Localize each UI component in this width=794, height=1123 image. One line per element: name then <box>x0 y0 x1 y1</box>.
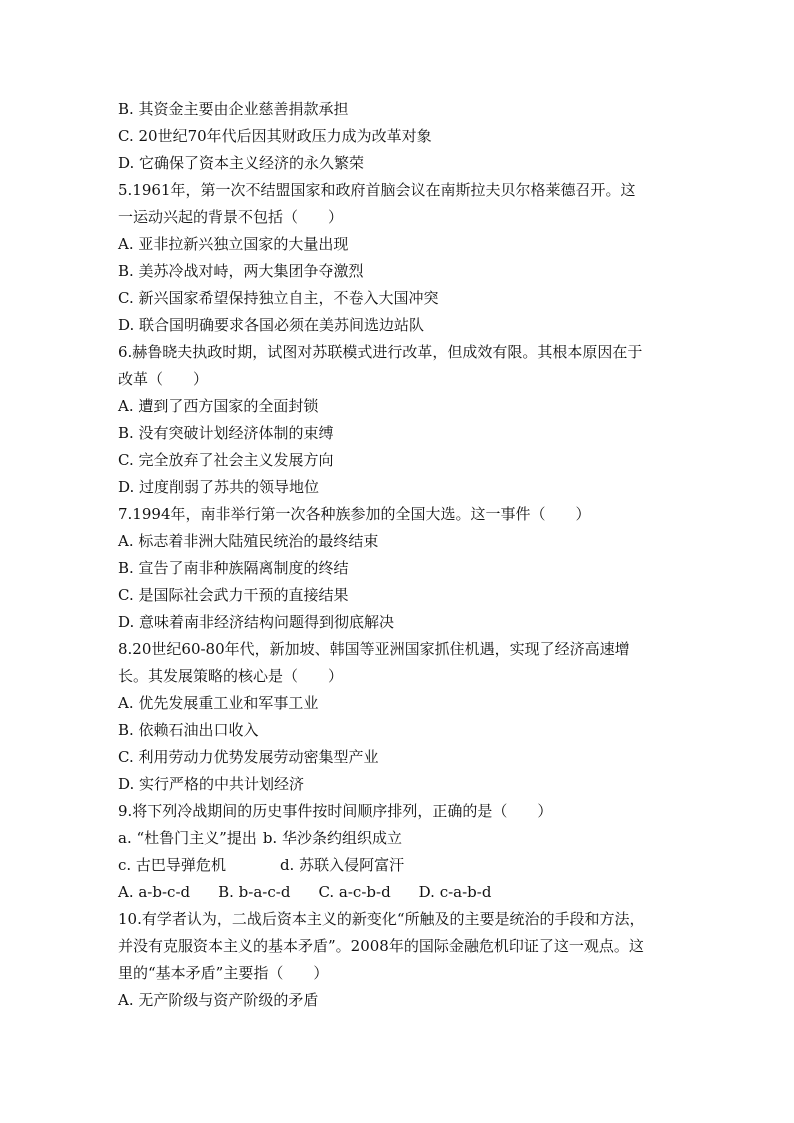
q10-stem-line3: 里的“基本矛盾”主要指（ ） <box>118 964 329 982</box>
q5-option-a: A. 亚非拉新兴独立国家的大量出现 <box>118 235 349 253</box>
q6-option-d: D. 过度削弱了苏共的领导地位 <box>118 478 320 496</box>
q10-stem-line1: 10.有学者认为，二战后资本主义的新变化“所触及的主要是统治的手段和方法， <box>118 910 645 928</box>
q9-option-c: C. a-c-b-d <box>318 883 391 901</box>
q8-option-b: B. 依赖石油出口收入 <box>118 721 259 739</box>
q8-stem-line2: 长。其发展策略的核心是（ ） <box>118 667 344 685</box>
q9-stem-line1: 9.将下列冷战期间的历史事件按时间顺序排列，正确的是（ ） <box>118 802 553 820</box>
exam-page <box>118 96 680 1014</box>
q9-option-d: D. c-a-b-d <box>418 883 492 901</box>
q9-item-d: d. 苏联入侵阿富汗 <box>279 856 405 874</box>
q10-option-a: A. 无产阶级与资产阶级的矛盾 <box>118 991 319 1009</box>
q5-option-d: D. 联合国明确要求各国必须在美苏间选边站队 <box>118 316 425 334</box>
q6-option-c: C. 完全放弃了社会主义发展方向 <box>118 451 334 469</box>
q5-stem-line2: 一运动兴起的背景不包括（ ） <box>118 208 344 226</box>
q8-stem-line1: 8.20世纪60-80年代，新加坡、韩国等亚洲国家抓住机遇，实现了经济高速增 <box>118 640 630 658</box>
q6-stem-line2: 改革（ ） <box>118 370 209 388</box>
q9-item-b: b. 华沙条约组织成立 <box>262 829 402 847</box>
q5-option-c: C. 新兴国家希望保持独立自主，不卷入大国冲突 <box>118 289 439 307</box>
q4-option-d: D. 它确保了资本主义经济的永久繁荣 <box>118 154 365 172</box>
q5-option-b: B. 美苏冷战对峙，两大集团争夺激烈 <box>118 262 364 280</box>
q8-option-c: C. 利用劳动力优势发展劳动密集型产业 <box>118 748 379 766</box>
q8-option-d: D. 实行严格的中共计划经济 <box>118 775 305 793</box>
q7-option-a: A. 标志着非洲大陆殖民统治的最终结束 <box>118 532 379 550</box>
q10-stem-line2: 并没有克服资本主义的基本矛盾”。2008年的国际金融危机印证了这一观点。这 <box>118 937 644 955</box>
q9-option-a: A. a-b-c-d <box>118 883 191 901</box>
q9-option-b: B. b-a-c-d <box>218 883 291 901</box>
q9-items-row2 <box>118 852 680 879</box>
q9-item-c: c. 古巴导弹危机 <box>118 856 226 874</box>
q9-options-row <box>118 879 680 906</box>
q7-option-d: D. 意味着南非经济结构问题得到彻底解决 <box>118 613 395 631</box>
q6-stem-line1: 6.赫鲁晓夫执政时期，试图对苏联模式进行改革，但成效有限。其根本原因在于 <box>118 343 643 361</box>
q6-option-b: B. 没有突破计划经济体制的束缚 <box>118 424 334 442</box>
q4-option-b: B. 其资金主要由企业慈善捐款承担 <box>118 100 349 118</box>
q7-option-c: C. 是国际社会武力干预的直接结果 <box>118 586 349 604</box>
q4-option-c: C. 20世纪70年代后因其财政压力成为改革对象 <box>118 127 432 145</box>
q6-option-a: A. 遭到了西方国家的全面封锁 <box>118 397 319 415</box>
q5-stem-line1: 5.1961年，第一次不结盟国家和政府首脑会议在南斯拉夫贝尔格莱德召开。这 <box>118 181 636 199</box>
q7-option-b: B. 宣告了南非种族隔离制度的终结 <box>118 559 349 577</box>
q9-items-row1 <box>118 825 680 852</box>
q8-option-a: A. 优先发展重工业和军事工业 <box>118 694 319 712</box>
q7-stem-line1: 7.1994年，南非举行第一次各种族参加的全国大选。这一事件（ ） <box>118 505 591 523</box>
q9-item-a: a. “杜鲁门主义”提出 <box>118 829 257 847</box>
